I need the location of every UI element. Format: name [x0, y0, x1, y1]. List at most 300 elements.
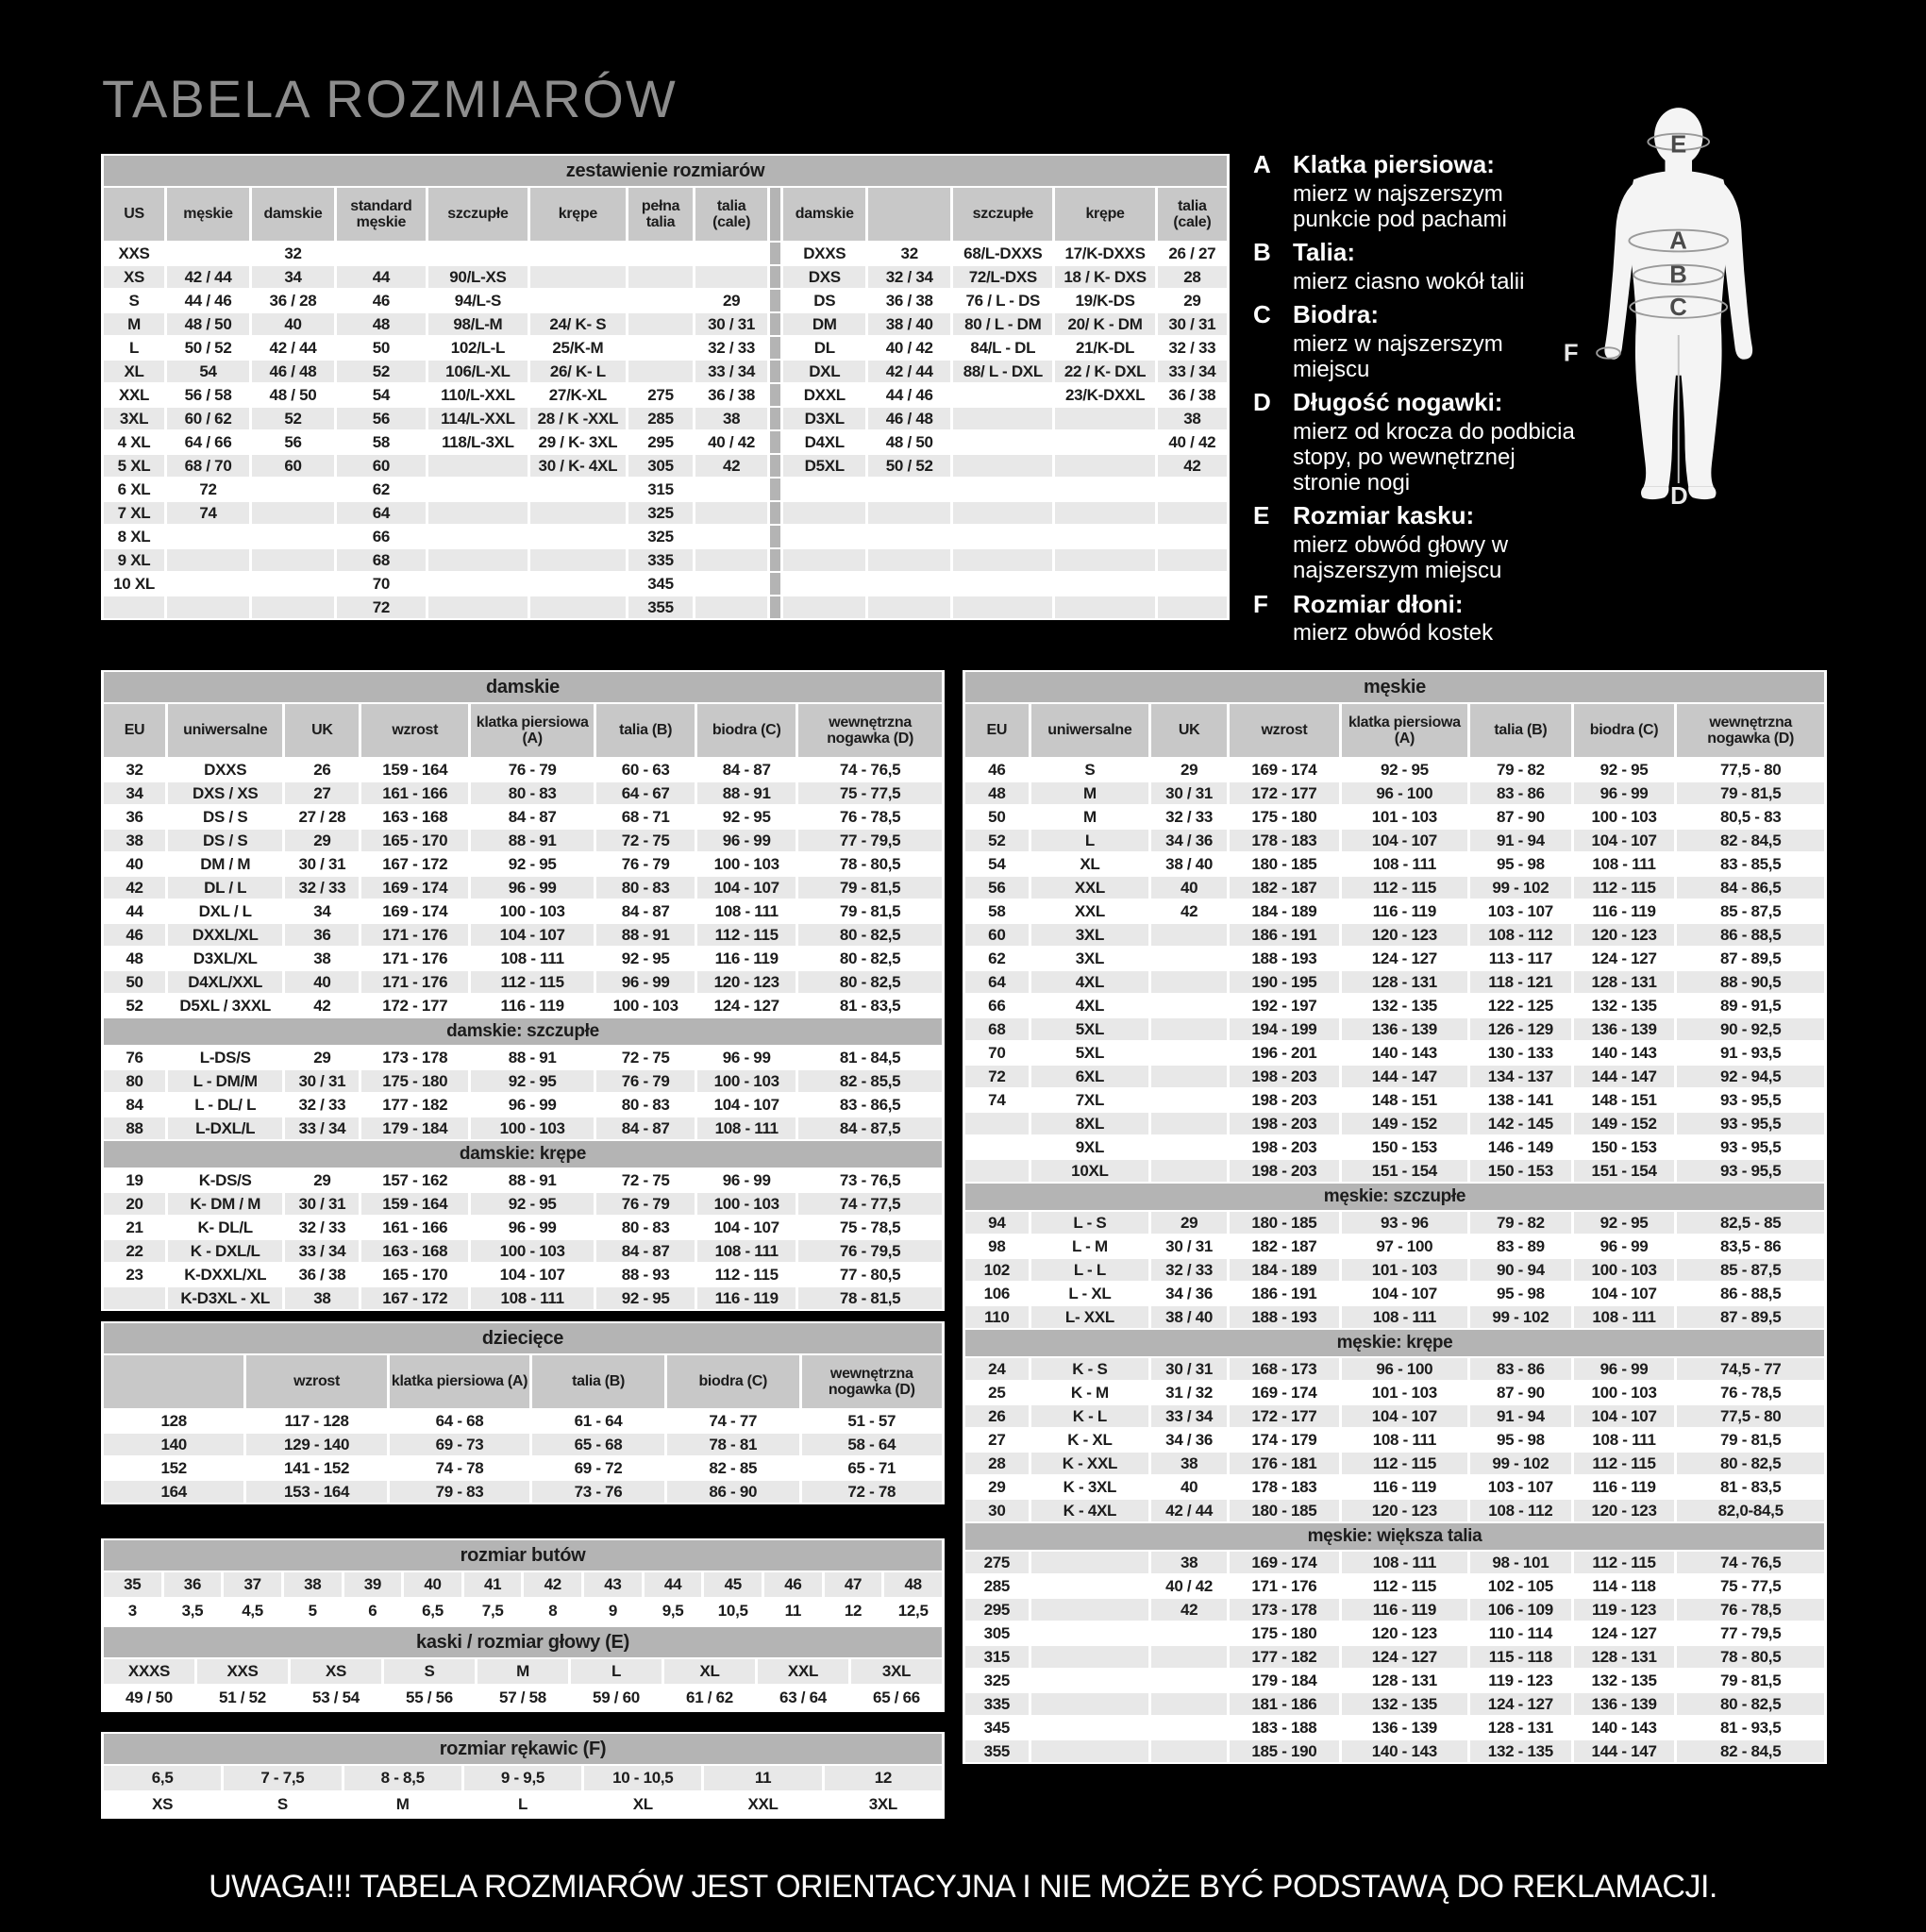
cell: 87 - 89,5 [1677, 1306, 1824, 1328]
cell: 175 - 180 [1230, 1622, 1339, 1644]
cell [428, 573, 528, 595]
cell: 40 [1151, 1476, 1227, 1498]
cell: 194 - 199 [1230, 1018, 1339, 1040]
cell: 96 - 99 [1574, 1358, 1675, 1380]
cell: 345 [965, 1717, 1029, 1739]
cell: 30 [965, 1500, 1029, 1521]
cell: 84 - 87,5 [798, 1117, 942, 1139]
cell: 108 - 111 [697, 1240, 796, 1262]
cell: 110 - 114 [1470, 1622, 1571, 1644]
cell: 6 [344, 1599, 402, 1623]
cell: 80 [104, 1070, 165, 1092]
cell: 98 - 101 [1470, 1552, 1571, 1573]
cell: 59 / 60 [571, 1686, 662, 1710]
column-header: biodra (C) [667, 1355, 799, 1408]
cell: 116 - 119 [697, 1287, 796, 1309]
cell: 17/K-DXXS [1055, 243, 1154, 264]
column-header: UK [285, 704, 359, 757]
cell: 38 [104, 830, 165, 851]
cell [428, 479, 528, 500]
cell [167, 243, 249, 264]
cell: 92 - 95 [471, 853, 594, 875]
cell: 114 - 118 [1574, 1575, 1675, 1597]
cell: 72/L-DXS [953, 266, 1052, 288]
cell [1151, 1740, 1227, 1762]
cell [628, 337, 694, 359]
cell [104, 596, 164, 618]
cell [783, 479, 865, 500]
cell: 92 - 95 [697, 806, 796, 828]
cell: 42 / 44 [167, 266, 249, 288]
cell: 7 XL [104, 502, 164, 524]
cell [1031, 1622, 1148, 1644]
cell: 50 [337, 337, 426, 359]
cell: 3,5 [164, 1599, 222, 1623]
cell: 295 [628, 431, 694, 453]
cell: 92 - 95 [1574, 759, 1675, 781]
cell: 102 [965, 1259, 1029, 1281]
dzieciece-table [101, 1321, 945, 1504]
cell: 101 - 103 [1342, 806, 1467, 828]
cell [530, 573, 626, 595]
cell: 186 - 191 [1230, 1283, 1339, 1304]
cell: 86 - 90 [667, 1481, 799, 1503]
body-silhouette [1562, 106, 1786, 506]
cell: M [1031, 782, 1148, 804]
cell: XL [1031, 853, 1148, 875]
legend-title: Biodra: [1293, 300, 1379, 329]
cell: 52 [252, 408, 334, 429]
cell [1055, 596, 1154, 618]
cell: 79 - 81,5 [1677, 1670, 1824, 1691]
cell: 96 - 99 [1574, 1235, 1675, 1257]
body-figure [1562, 106, 1786, 506]
cell [770, 266, 780, 288]
cell: M [1031, 806, 1148, 828]
cell [530, 502, 626, 524]
cell [1151, 995, 1227, 1016]
section-header: damskie: szczupłe [104, 1018, 942, 1045]
cell: 132 - 135 [1574, 1670, 1675, 1691]
cell: 76 / L - DS [953, 290, 1052, 311]
cell: DXXS [783, 243, 865, 264]
cell: 78 - 80,5 [798, 853, 942, 875]
cell: XXXS [104, 1659, 194, 1684]
cell: 96 - 99 [471, 877, 594, 899]
cell: 78 - 81 [667, 1434, 799, 1455]
cell: 42 / 44 [1151, 1500, 1227, 1521]
cell: 32 / 34 [868, 266, 950, 288]
cell: 72 [167, 479, 249, 500]
cell: 196 - 201 [1230, 1042, 1339, 1064]
cell: 116 - 119 [1342, 1476, 1467, 1498]
cell [770, 479, 780, 500]
cell: 118 - 121 [1470, 971, 1571, 993]
cell: XXL [104, 384, 164, 406]
cell: 37 [224, 1572, 281, 1597]
cell: 96 - 99 [596, 971, 695, 993]
cell: 38 / 40 [868, 313, 950, 335]
cell: 140 [104, 1434, 243, 1455]
cell: 108 - 112 [1470, 1500, 1571, 1521]
cell: 81 - 83,5 [1677, 1476, 1824, 1498]
cell: 159 - 164 [361, 1193, 468, 1215]
cell [770, 384, 780, 406]
cell: 132 - 135 [1574, 995, 1675, 1016]
legend-item-e [1253, 502, 1579, 583]
cell: 46 [337, 290, 426, 311]
cell: 27/K-XL [530, 384, 626, 406]
cell: 34 [285, 900, 359, 922]
cell: 108 - 111 [1574, 1306, 1675, 1328]
cell: 26/ K- L [530, 361, 626, 382]
cell: 150 - 153 [1470, 1160, 1571, 1182]
label-b: B [1669, 261, 1687, 289]
cell [428, 596, 528, 618]
cell: 74 - 78 [390, 1457, 529, 1479]
cell: M [477, 1659, 568, 1684]
cell: 12 [825, 1599, 882, 1623]
cell: 72 - 78 [802, 1481, 942, 1503]
cell: 42 [104, 877, 165, 899]
cell: 58 [965, 900, 1029, 922]
cell: 79 - 82 [1470, 759, 1571, 781]
glove-size-table-grid [101, 1732, 945, 1819]
legend-desc: mierz obwód kostek [1293, 620, 1494, 647]
legend-title: Klatka piersiowa: [1293, 150, 1495, 178]
cell: 325 [628, 502, 694, 524]
cell: 104 - 107 [1574, 1283, 1675, 1304]
cell: 104 - 107 [1342, 1283, 1467, 1304]
cell: 83 - 86,5 [798, 1094, 942, 1116]
cell: 198 - 203 [1230, 1089, 1339, 1111]
cell: L-DS/S [168, 1047, 282, 1068]
cell: 38 [1151, 1453, 1227, 1474]
cell: 50 [104, 971, 165, 993]
cell: 18 / K- DXS [1055, 266, 1154, 288]
cell: 84/L - DL [953, 337, 1052, 359]
cell: 81 - 83,5 [798, 995, 942, 1016]
cell: 48 [337, 313, 426, 335]
cell: 34 [252, 266, 334, 288]
cell: 100 - 103 [697, 1193, 796, 1215]
cell: 108 - 111 [1342, 1429, 1467, 1451]
cell: 58 [337, 431, 426, 453]
cell: 30 / 31 [285, 1070, 359, 1092]
cell: DXS / XS [168, 782, 282, 804]
cell: D5XL [783, 455, 865, 477]
cell: DXL / L [168, 900, 282, 922]
cell: 24/ K- S [530, 313, 626, 335]
cell: 34 / 36 [1151, 830, 1227, 851]
cell [868, 526, 950, 547]
cell: 25/K-M [530, 337, 626, 359]
section-header: męskie: szczupłe [965, 1184, 1824, 1210]
cell: 355 [965, 1740, 1029, 1762]
cell: 108 - 111 [1574, 1429, 1675, 1451]
cell: 113 - 117 [1470, 948, 1571, 969]
cell: 110/L-XXL [428, 384, 528, 406]
cell: 88/ L - DXL [953, 361, 1052, 382]
cell [770, 502, 780, 524]
cell: 39 [344, 1572, 402, 1597]
cell: 169 - 174 [361, 900, 468, 922]
cell: 132 - 135 [1470, 1740, 1571, 1762]
cell: 89 - 91,5 [1677, 995, 1824, 1016]
column-header: EU [965, 704, 1029, 757]
cell: 46 / 48 [868, 408, 950, 429]
cell: 106 - 109 [1470, 1599, 1571, 1621]
cell: 9 [584, 1599, 642, 1623]
column-header: talia (B) [532, 1355, 664, 1408]
cell: 178 - 183 [1230, 830, 1339, 851]
cell: 171 - 176 [361, 948, 468, 969]
cell: 152 [104, 1457, 243, 1479]
cell: 40 [104, 853, 165, 875]
cell: 42 [695, 455, 767, 477]
cell: 108 - 111 [1342, 853, 1467, 875]
cell: XS [291, 1659, 381, 1684]
cell: L [571, 1659, 662, 1684]
cell: 171 - 176 [1230, 1575, 1339, 1597]
cell: 108 - 112 [1470, 924, 1571, 946]
cell: 104 - 107 [1342, 1405, 1467, 1427]
cell: 112 - 115 [1574, 1552, 1675, 1573]
column-header: krępe [1055, 188, 1154, 241]
cell: 116 - 119 [1342, 900, 1467, 922]
cell [428, 455, 528, 477]
cell: 98 [965, 1235, 1029, 1257]
cell [1151, 1670, 1227, 1691]
cell [1158, 573, 1227, 595]
cell: 98/L-M [428, 313, 528, 335]
cell: 8XL [1031, 1113, 1148, 1134]
cell: 46 [104, 924, 165, 946]
cell: 167 - 172 [361, 1287, 468, 1309]
cell: 285 [628, 408, 694, 429]
cell: 112 - 115 [1574, 1453, 1675, 1474]
cell: XXS [197, 1659, 288, 1684]
cell: 70 [337, 573, 426, 595]
cell [530, 549, 626, 571]
cell: 84 [104, 1094, 165, 1116]
cell: 52 [965, 830, 1029, 851]
legend-desc: mierz w najszerszym miejscu [1293, 331, 1503, 383]
cell: 36 / 38 [285, 1264, 359, 1285]
cell: 100 - 103 [471, 900, 594, 922]
cell: 80 - 82,5 [1677, 1453, 1824, 1474]
cell: 56 [337, 408, 426, 429]
cell: 149 - 152 [1574, 1113, 1675, 1134]
cell: 64 / 66 [167, 431, 249, 453]
column-header: damskie [252, 188, 334, 241]
cell: 44 [337, 266, 426, 288]
cell [868, 479, 950, 500]
cell [953, 431, 1052, 453]
cell [1031, 1717, 1148, 1739]
legend-letter: A [1253, 150, 1271, 178]
column-header: biodra (C) [1574, 704, 1675, 757]
column-header: klatka piersiowa (A) [390, 1355, 529, 1408]
cell: 80 / L - DM [953, 313, 1052, 335]
cell: 4,5 [224, 1599, 281, 1623]
cell: 29 [695, 290, 767, 311]
cell: 163 - 168 [361, 1240, 468, 1262]
cell: 38 / 40 [1151, 853, 1227, 875]
cell [953, 549, 1052, 571]
column-header: talia (cale) [695, 188, 767, 241]
cell: M [344, 1792, 461, 1817]
damskie-table [101, 670, 945, 1311]
cell: 38 [285, 948, 359, 969]
cell: DS [783, 290, 865, 311]
cell: 38 [284, 1572, 342, 1597]
cell: 103 - 107 [1470, 1476, 1571, 1498]
cell: 76 - 79,5 [798, 1240, 942, 1262]
cell [695, 266, 767, 288]
label-a: A [1669, 227, 1687, 255]
legend-desc: mierz od krocza do podbicia stopy, po wewnętrznej stronie nogi [1293, 419, 1575, 496]
cell: XXL [758, 1659, 848, 1684]
cell: 108 - 111 [1574, 853, 1675, 875]
cell [1151, 1646, 1227, 1668]
cell: 87 - 90 [1470, 806, 1571, 828]
cell [1031, 1552, 1148, 1573]
table-title: kaski / rozmiar głowy (E) [104, 1627, 942, 1657]
cell: 29 [285, 1047, 359, 1068]
cell: 30 / 31 [285, 1193, 359, 1215]
cell: 172 - 177 [1230, 782, 1339, 804]
cell: 80 - 83 [596, 877, 695, 899]
column-header: klatka piersiowa (A) [1342, 704, 1467, 757]
cell: 183 - 188 [1230, 1717, 1339, 1739]
cell: 44 [104, 900, 165, 922]
cell: 30 / 31 [1151, 782, 1227, 804]
cell: 122 - 125 [1470, 995, 1571, 1016]
cell [1158, 526, 1227, 547]
cell [530, 596, 626, 618]
cell: 100 - 103 [471, 1240, 594, 1262]
cell [965, 1136, 1029, 1158]
cell: 19 [104, 1169, 165, 1191]
cell: K - 3XL [1031, 1476, 1148, 1498]
cell: 28 [1158, 266, 1227, 288]
cell [783, 549, 865, 571]
cell: 116 - 119 [697, 948, 796, 969]
cell [1151, 1717, 1227, 1739]
cell: 80 - 83 [471, 782, 594, 804]
cell: 25 [965, 1382, 1029, 1403]
cell [530, 266, 626, 288]
cell: 22 / K- DXL [1055, 361, 1154, 382]
cell: 91 - 94 [1470, 830, 1571, 851]
legend-item-a [1253, 151, 1579, 232]
legend-letter: B [1253, 238, 1271, 267]
cell: L - XL [1031, 1283, 1148, 1304]
legend-item-d [1253, 389, 1579, 496]
shoe-size-table [101, 1538, 945, 1625]
cell [783, 573, 865, 595]
cell: 62 [337, 479, 426, 500]
cell [783, 502, 865, 524]
cell: 42 [1151, 1599, 1227, 1621]
cell: 72 [965, 1066, 1029, 1087]
cell: 61 - 64 [532, 1410, 664, 1432]
cell: 151 - 154 [1342, 1160, 1467, 1182]
cell: 140 - 143 [1342, 1740, 1467, 1762]
cell: 40 [1151, 877, 1227, 899]
table-title: rozmiar rękawic (F) [104, 1734, 942, 1764]
page-title: TABELA ROZMIARÓW [102, 69, 678, 128]
cell [1055, 502, 1154, 524]
cell: 65 - 71 [802, 1457, 942, 1479]
cell: 180 - 185 [1230, 853, 1339, 875]
cell [695, 549, 767, 571]
cell [167, 549, 249, 571]
cell: S [104, 290, 164, 311]
cell: 100 - 103 [1574, 1259, 1675, 1281]
cell: 52 [104, 995, 165, 1016]
cell [770, 455, 780, 477]
cell: 104 - 107 [697, 877, 796, 899]
cell: 83 - 86 [1470, 782, 1571, 804]
cell: 5 XL [104, 455, 164, 477]
cell: 118/L-3XL [428, 431, 528, 453]
cell: 50 / 52 [868, 455, 950, 477]
cell: 36 / 38 [695, 384, 767, 406]
legend-title: Rozmiar dłoni: [1293, 589, 1464, 618]
cell: 92 - 95 [1342, 759, 1467, 781]
cell: 76 - 78,5 [798, 806, 942, 828]
cell: 38 [1158, 408, 1227, 429]
cell: 78 - 80,5 [1677, 1646, 1824, 1668]
cell: 136 - 139 [1574, 1693, 1675, 1715]
cell: 32 [104, 759, 165, 781]
cell: 188 - 193 [1230, 948, 1339, 969]
cell [628, 290, 694, 311]
cell: 148 - 151 [1574, 1089, 1675, 1111]
figure-left-foot [1641, 487, 1668, 499]
cell: 29 [1158, 290, 1227, 311]
label-e: E [1670, 131, 1687, 159]
cell: 116 - 119 [1574, 1476, 1675, 1498]
cell: L - S [1031, 1212, 1148, 1234]
cell: 30 / 31 [695, 313, 767, 335]
cell: 7,5 [464, 1599, 522, 1623]
cell: 82,5 - 85 [1677, 1212, 1824, 1234]
cell: 65 / 66 [851, 1686, 942, 1710]
cell: 58 - 64 [802, 1434, 942, 1455]
cell: 198 - 203 [1230, 1066, 1339, 1087]
cell: 106 [965, 1283, 1029, 1304]
cell: 88 - 91 [697, 782, 796, 804]
cell: 104 - 107 [1342, 830, 1467, 851]
cell: XXL [704, 1792, 821, 1817]
cell: 34 [104, 782, 165, 804]
label-c: C [1669, 294, 1687, 321]
cell: 51 / 52 [197, 1686, 288, 1710]
cell: 75 - 78,5 [798, 1217, 942, 1238]
cell: 42 [1151, 900, 1227, 922]
cell [252, 526, 334, 547]
cell: 144 - 147 [1342, 1066, 1467, 1087]
cell: 96 - 99 [471, 1217, 594, 1238]
cell [770, 290, 780, 311]
cell: L [104, 337, 164, 359]
cell: 48 [965, 782, 1029, 804]
cell [1151, 948, 1227, 969]
cell: 79 - 81,5 [798, 900, 942, 922]
